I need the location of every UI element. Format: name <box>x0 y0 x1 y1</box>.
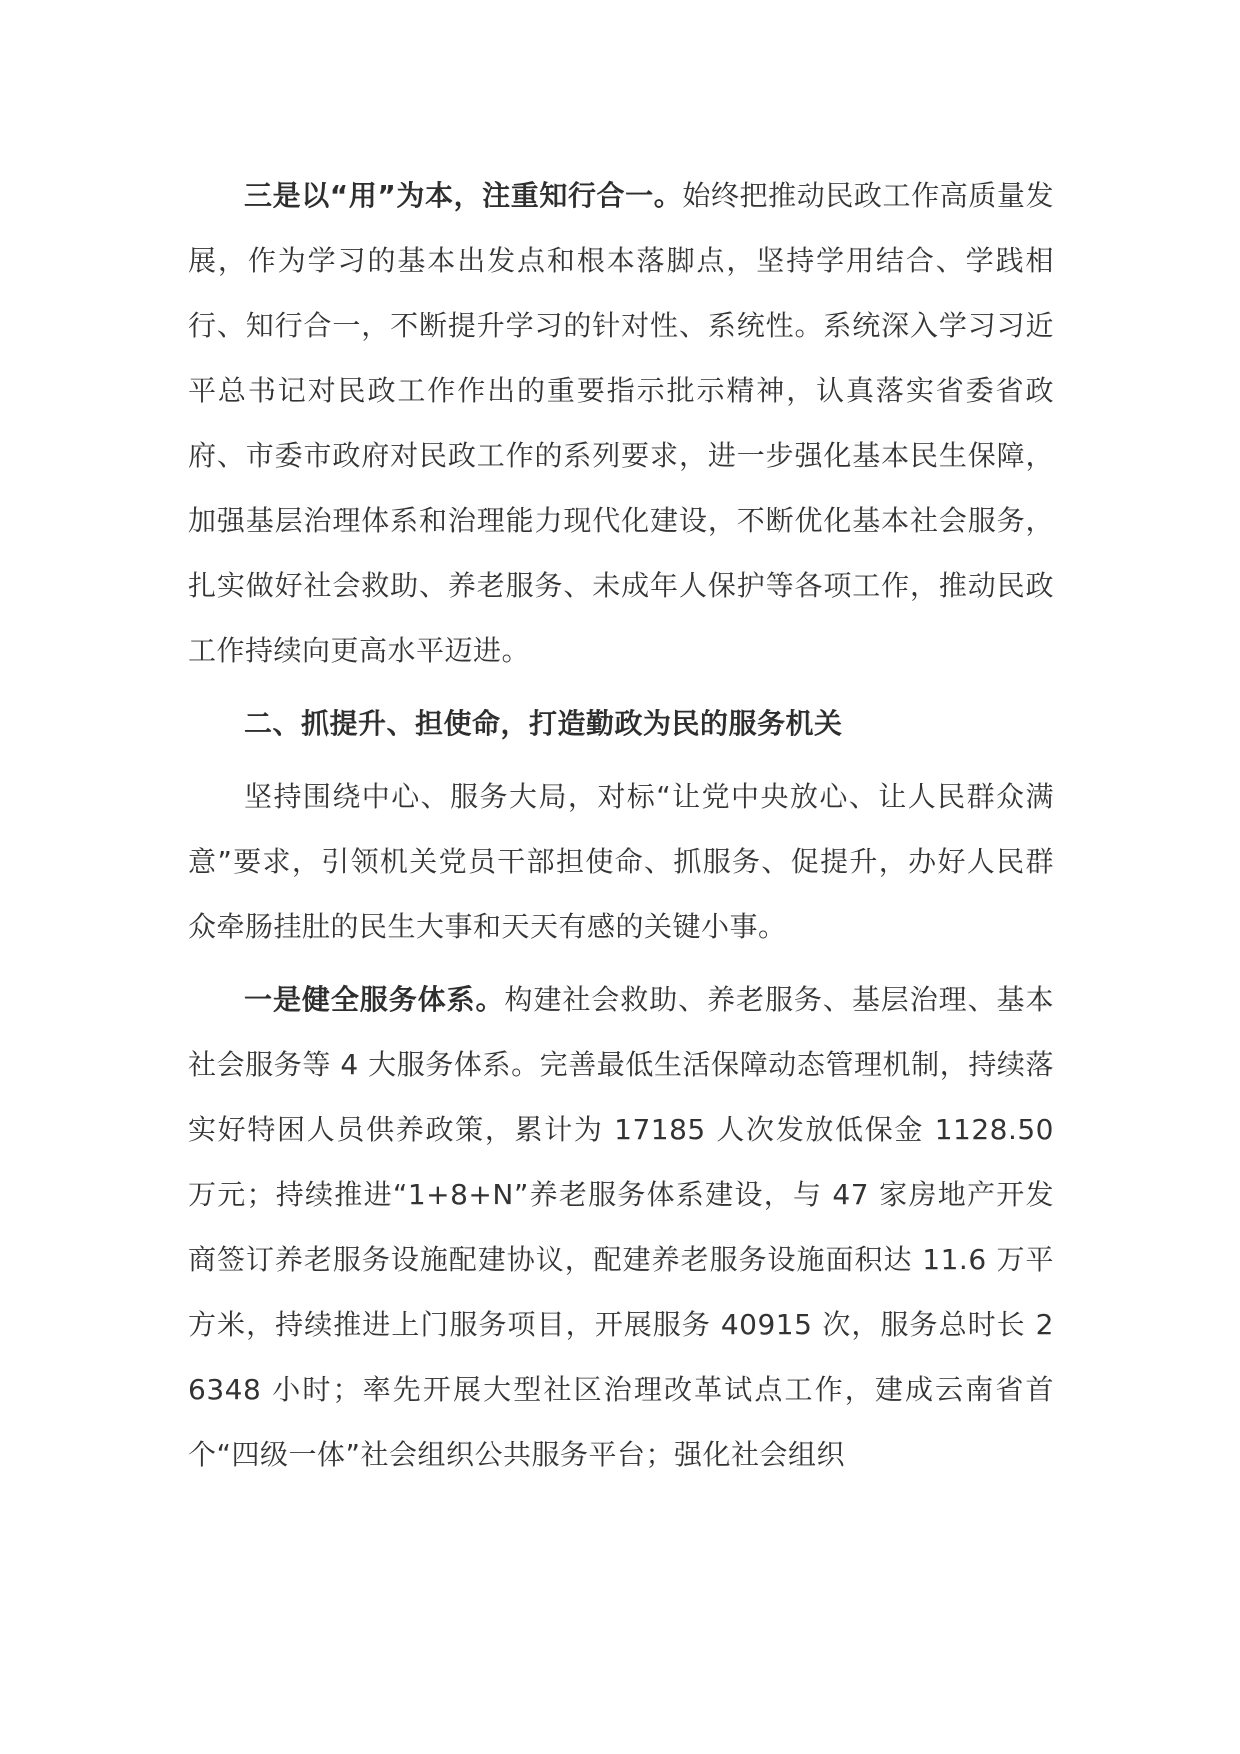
paragraph-lead: 三是以“用”为本，注重知行合一。 <box>244 179 683 212</box>
paragraph-text: 构建社会救助、养老服务、基层治理、基本社会服务等 4 大服务体系。完善最低生活保障动态管理机制，持续落实好特困人员供养政策，累计为 17185 人次发放低保金 1128.50 万元；持续推进“1+8+N”养老服务体系建设，与 47 家房地产开发商签订养老服务设施配建协议，配建养老服务设施面积达 11.6 万平方米，持续推进上门服务项目，开展服务 40915 次，服务总时长 26348 小时；率先开展大型社区治理改革试点工作，建成云南省首个“四级一体”社会组织公共服务平台；强化社会组织 <box>188 983 1054 1471</box>
paragraph-text: 坚持围绕中心、服务大局，对标“让党中央放心、让人民群众满意”要求，引领机关党员干部担使命、抓服务、促提升，办好人民群众牵肠挂肚的民生大事和天天有感的关键小事。 <box>188 780 1054 943</box>
paragraph-lead: 一是健全服务体系。 <box>244 983 505 1016</box>
section-heading: 二、抓提升、担使命，打造勤政为民的服务机关 <box>244 707 843 740</box>
paragraph-text: 始终把推动民政工作高质量发展，作为学习的基本出发点和根本落脚点，坚持学用结合、学践相行、知行合一，不断提升学习的针对性、系统性。系统深入学习习近平总书记对民政工作作出的重要指示批示精神，认真落实省委省政府、市委市政府对民政工作的系列要求，进一步强化基本民生保障，加强基层治理体系和治理能力现代化建设，不断优化基本社会服务，扎实做好社会救助、养老服务、未成年人保护等各项工作，推动民政工作持续向更高水平迈进。 <box>188 179 1054 667</box>
document-body <box>188 163 1054 1495</box>
paragraph-section-intro <box>188 764 1054 959</box>
paragraph-learning-application <box>188 163 1054 683</box>
paragraph-service-system <box>188 967 1054 1487</box>
